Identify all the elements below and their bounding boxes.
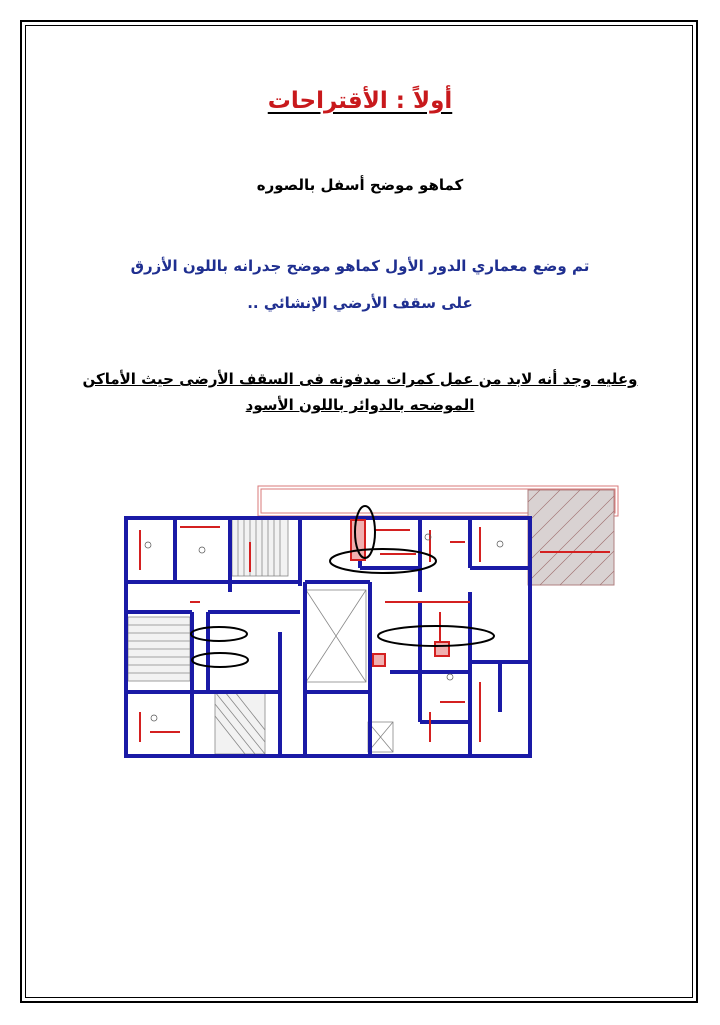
blue-note-line-2: على سقف الأرضي الإنشائي ..: [247, 294, 473, 312]
hatched-room: [528, 490, 614, 585]
section-title: أولاً : الأقتراحات: [267, 88, 453, 114]
conclusion-line-1: وعليه وجد أنه لابد من عمل كمرات مدفونه فى السقف الأرضى حيث الأماكن: [82, 370, 638, 388]
blue-note-line-1: تم وضع معماري الدور الأول كماهو موضح جدرانه باللون الأزرق: [130, 257, 590, 275]
floor-plan: [120, 482, 620, 764]
conclusion-line-2: الموضحه بالدوائر باللون الأسود: [245, 396, 475, 414]
intro-line: كماهو موضح أسفل بالصوره: [256, 176, 464, 194]
